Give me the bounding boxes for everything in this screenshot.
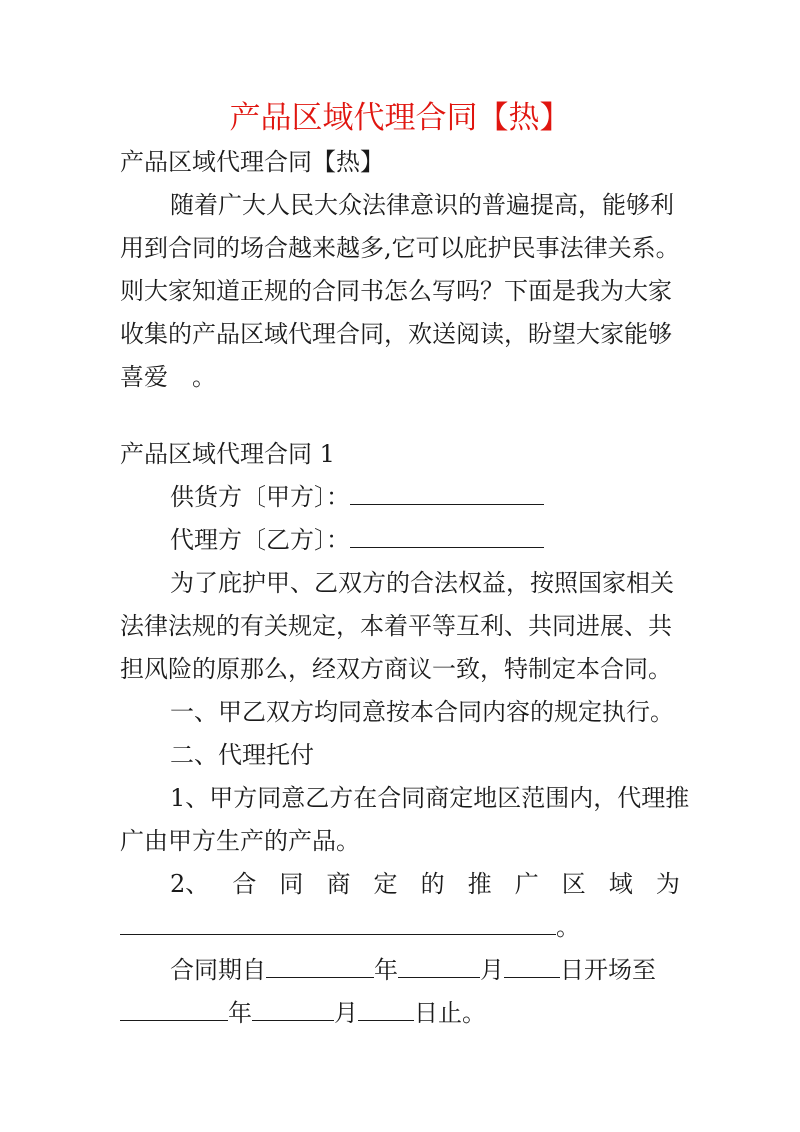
period-text: 年 bbox=[228, 999, 252, 1027]
item-2-char: 同 bbox=[279, 870, 304, 898]
party-a-line bbox=[170, 480, 544, 514]
item-1-line-1: 1、甲方同意乙方在合同商定地区范围内，代理推 bbox=[170, 784, 690, 812]
period-text: 日开场至 bbox=[560, 956, 656, 984]
period-line-2 bbox=[120, 996, 486, 1030]
item-2-char: 广 bbox=[514, 870, 539, 898]
intro-line-2: 用到合同的场合越来越多,它可以庇护民事法律关系。 bbox=[120, 234, 680, 262]
item-1-line-2: 广由甲方生产的产品。 bbox=[120, 827, 360, 855]
document-subtitle: 产品区域代理合同【热】 bbox=[120, 148, 384, 176]
item-2-char: 区 bbox=[561, 870, 586, 898]
intro-line-3: 则大家知道正规的合同书怎么写吗？下面是我为大家 bbox=[120, 277, 672, 305]
clause-2: 二、代理托付 bbox=[170, 741, 314, 769]
item-2-end: 。 bbox=[556, 913, 580, 941]
period-text: 合同期自 bbox=[170, 956, 266, 984]
purpose-line-2: 法律法规的有关规定，本着平等互利、共同进展、共 bbox=[120, 612, 672, 640]
item-2-char: 的 bbox=[420, 870, 445, 898]
period-text: 日止。 bbox=[414, 999, 486, 1027]
item-2-char: 为 bbox=[655, 870, 680, 898]
purpose-line-3: 担风险的原那么，经双方商议一致，特制定本合同。 bbox=[120, 655, 672, 683]
end-day-blank bbox=[358, 996, 414, 1021]
item-2-line bbox=[170, 867, 680, 901]
end-year-blank bbox=[120, 996, 228, 1021]
item-2-prefix: 2、 bbox=[170, 870, 210, 898]
intro-line-1: 随着广大人民大众法律意识的普遍提高，能够利 bbox=[170, 191, 674, 219]
start-month-blank bbox=[398, 953, 480, 978]
period-text: 年 bbox=[374, 956, 398, 984]
item-2-char: 推 bbox=[467, 870, 492, 898]
intro-line-5: 喜爱 。 bbox=[120, 363, 216, 391]
item-2-char: 定 bbox=[373, 870, 398, 898]
party-b-line bbox=[170, 523, 544, 557]
party-b-label: 代理方〔乙方〕： bbox=[170, 526, 350, 554]
purpose-line-1: 为了庇护甲、乙双方的合法权益，按照国家相关 bbox=[170, 569, 674, 597]
document-title: 产品区域代理合同【热】 bbox=[229, 100, 571, 136]
item-2-blank-line bbox=[120, 910, 580, 944]
intro-line-4: 收集的产品区域代理合同，欢送阅读，盼望大家能够 bbox=[120, 320, 672, 348]
start-year-blank bbox=[266, 953, 374, 978]
period-text: 月 bbox=[480, 956, 504, 984]
party-a-label: 供货方〔甲方〕： bbox=[170, 483, 350, 511]
party-a-blank bbox=[350, 480, 544, 505]
section-heading: 产品区域代理合同 1 bbox=[120, 440, 335, 468]
item-2-char: 合 bbox=[232, 870, 257, 898]
party-b-blank bbox=[350, 523, 544, 548]
period-line-1 bbox=[170, 953, 656, 987]
item-2-char: 商 bbox=[326, 870, 351, 898]
region-blank bbox=[120, 910, 556, 935]
item-2-char: 域 bbox=[608, 870, 633, 898]
clause-1: 一、甲乙双方均同意按本合同内容的规定执行。 bbox=[170, 698, 674, 726]
end-month-blank bbox=[252, 996, 334, 1021]
start-day-blank bbox=[504, 953, 560, 978]
period-text: 月 bbox=[334, 999, 358, 1027]
